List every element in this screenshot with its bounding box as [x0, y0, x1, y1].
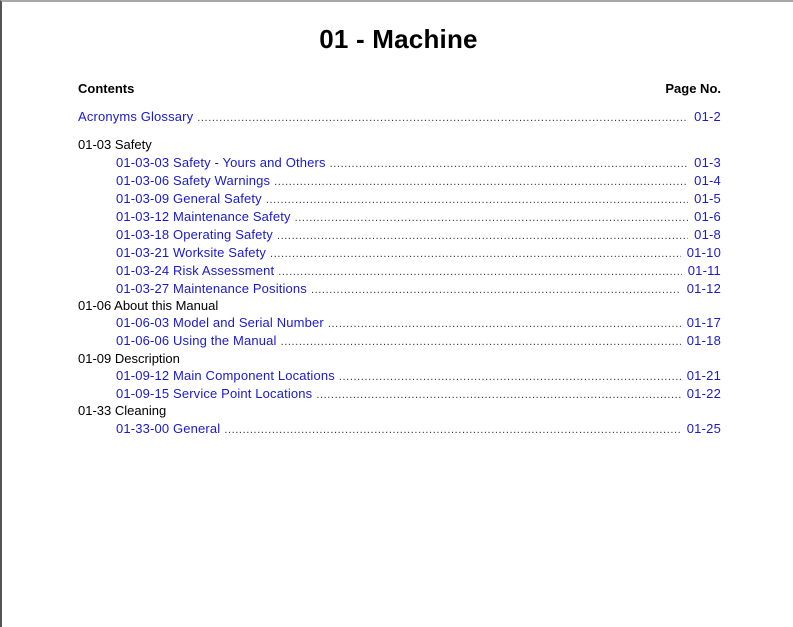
- toc-link-label: 01-06-06 Using the Manual: [116, 333, 277, 348]
- toc-link[interactable]: [116, 191, 721, 209]
- section-heading-safety: 01-03 Safety: [78, 137, 152, 152]
- section-heading-description: 01-09 Description: [78, 351, 180, 366]
- dot-leader: [328, 318, 681, 330]
- toc-page-number: 01-22: [686, 386, 721, 401]
- toc-link-label: 01-03-12 Maintenance Safety: [116, 209, 291, 224]
- toc-page-number: 01-25: [686, 421, 721, 436]
- dot-leader: [316, 389, 680, 401]
- toc-link[interactable]: [116, 281, 721, 299]
- toc-link[interactable]: [116, 155, 721, 173]
- page-no-heading: Page No.: [665, 81, 721, 96]
- dot-leader: [330, 158, 689, 170]
- toc-link[interactable]: [116, 333, 721, 351]
- dot-leader: [224, 424, 680, 436]
- dot-leader: [270, 248, 681, 260]
- toc-page-number: 01-21: [686, 368, 721, 383]
- dot-leader: [274, 176, 688, 188]
- dot-leader: [197, 112, 688, 124]
- toc-link-label: 01-03-18 Operating Safety: [116, 227, 273, 242]
- toc-page-number: 01-6: [694, 209, 721, 224]
- dot-leader: [277, 230, 688, 242]
- toc-page-number: 01-18: [686, 333, 721, 348]
- toc-link-label: 01-03-06 Safety Warnings: [116, 173, 271, 188]
- toc-page-number: 01-8: [694, 227, 721, 242]
- toc-page-number: 01-4: [694, 173, 721, 188]
- toc-link-label: 01-03-09 General Safety: [116, 191, 262, 206]
- toc-page-number: 01-2: [694, 109, 721, 124]
- toc-link-label: 01-03-24 Risk Assessment: [116, 263, 275, 278]
- dot-leader: [266, 194, 688, 206]
- toc-page-number: 01-11: [687, 263, 721, 278]
- toc-link-label: 01-09-12 Main Component Locations: [116, 368, 335, 383]
- toc-page-number: 01-5: [694, 191, 721, 206]
- toc-link-label: 01-03-27 Maintenance Positions: [116, 281, 307, 296]
- toc-link[interactable]: [116, 315, 721, 333]
- toc-link-acronyms-glossary[interactable]: [78, 109, 721, 127]
- toc-link[interactable]: [116, 263, 721, 281]
- dot-leader: [295, 212, 689, 224]
- toc-link-label: 01-09-15 Service Point Locations: [116, 386, 313, 401]
- toc-link-label: Acronyms Glossary: [78, 109, 194, 124]
- toc-link[interactable]: [116, 368, 721, 386]
- toc-link[interactable]: [116, 173, 721, 191]
- toc-link-label: 01-33-00 General: [116, 421, 221, 436]
- contents-heading: Contents: [78, 81, 135, 96]
- section-heading-cleaning: 01-33 Cleaning: [78, 403, 167, 418]
- toc-page-number: 01-17: [686, 315, 721, 330]
- dot-leader: [339, 371, 681, 383]
- toc-link[interactable]: [116, 227, 721, 245]
- toc-link[interactable]: [116, 209, 721, 227]
- toc-link-label: 01-03-21 Worksite Safety: [116, 245, 267, 260]
- dot-leader: [311, 284, 681, 296]
- dot-leader: [278, 266, 681, 278]
- toc-page-number: 01-10: [686, 245, 721, 260]
- toc-link[interactable]: [116, 245, 721, 263]
- dot-leader: [281, 336, 681, 348]
- section-heading-about-manual: 01-06 About this Manual: [78, 298, 219, 313]
- toc-link[interactable]: [116, 386, 721, 404]
- toc-header: [78, 81, 721, 96]
- toc-link[interactable]: [116, 421, 721, 439]
- toc-page-number: 01-12: [686, 281, 721, 296]
- page-title: 01 - Machine: [319, 24, 478, 54]
- toc-page-number: 01-3: [694, 155, 721, 170]
- toc-link-label: 01-06-03 Model and Serial Number: [116, 315, 324, 330]
- toc-link-label: 01-03-03 Safety - Yours and Others: [116, 155, 326, 170]
